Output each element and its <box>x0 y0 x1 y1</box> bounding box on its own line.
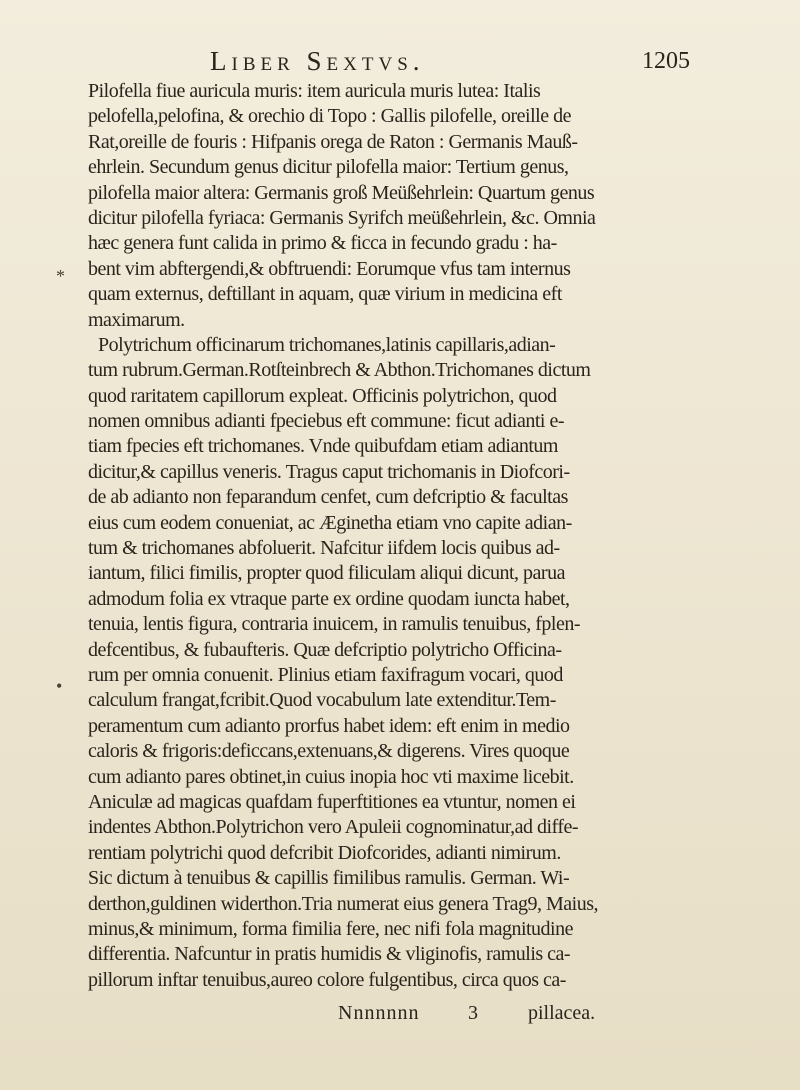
running-title: Liber Sextvs. <box>210 46 425 76</box>
page-footer <box>338 1002 638 1030</box>
signature-number: 3 <box>468 1002 478 1024</box>
text-line: quam externus, deftillant in aquam, quæ virium in medicina eft <box>88 283 562 306</box>
margin-mark: * <box>56 266 65 286</box>
text-line: defcentibus, & fubaufteris. Quæ defcriptio polytricho Officina- <box>88 638 562 661</box>
text-line: tiam fpecies eft trichomanes. Vnde quibufdam etiam adiantum <box>88 435 558 458</box>
margin-bullet: • <box>56 676 63 696</box>
text-line: dicitur,& capillus veneris. Tragus caput trichomanis in Diofcori- <box>88 460 570 483</box>
text-line: differentia. Nafcuntur in pratis humidis & vliginofis, ramulis ca- <box>88 943 571 966</box>
text-line: peramentum cum adianto prorfus habet idem: eft enim in medio <box>88 714 570 737</box>
catchword: pillacea. <box>528 1002 596 1024</box>
text-line: Rat,oreille de fouris : Hifpanis orega de Raton : Germanis Mauß- <box>88 130 578 153</box>
text-line: iantum, filici fimilis, propter quod filiculam aliqui dicunt, parua <box>88 562 565 585</box>
text-line: ehrlein. Secundum genus dicitur pilofella maior: Tertium genus, <box>88 156 569 179</box>
main-text <box>88 79 628 993</box>
text-line: tum & trichomanes abfoluerit. Nafcitur iifdem locis quibus ad- <box>88 537 560 560</box>
text-line: eius cum eodem conueniat, ac Æginetha etiam vno capite adian- <box>88 511 572 534</box>
text-line: tum rubrum.German.Rotſteinbrech & Abthon.Trichomanes dictum <box>88 359 591 382</box>
text-line: Aniculæ ad magicas quafdam fuperftitiones ea vtuntur, nomen ei <box>88 790 576 813</box>
text-line: dicitur pilofella fyriaca: Germanis Syrifch meüßehrlein, &c. Omnia <box>88 206 596 229</box>
text-line: pilofella maior altera: Germanis groß Meüßehrlein: Quartum genus <box>88 181 595 204</box>
text-line: hæc genera funt calida in primo & ficca in fecundo gradu : ha- <box>88 232 557 255</box>
text-line: cum adianto pares obtinet,in cuius inopia hoc vti maxime licebit. <box>88 765 574 788</box>
text-line: minus,& minimum, forma fimilia fere, nec nifi fola magnitudine <box>88 917 573 940</box>
page-number: 1205 <box>642 48 690 74</box>
text-line: maximarum. <box>88 308 185 331</box>
text-line: de ab adianto non feparandum cenfet, cum defcriptio & facultas <box>88 486 568 509</box>
text-line: pillorum inftar tenuibus,aureo colore fulgentibus, circa quos ca- <box>88 968 566 991</box>
text-line: quod raritatem capillorum expleat. Officinis polytrichon, quod <box>88 384 557 407</box>
text-line: calculum frangat,fcribit.Quod vocabulum late extenditur.Tem- <box>88 689 556 712</box>
text-line: derthon,guldinen widerthon.Tria numerat eius genera Trag9, Maius, <box>88 892 599 915</box>
text-line: pelofella,pelofina, & orechio di Topo : Gallis pilofelle, oreille de <box>88 105 571 128</box>
text-line: Pilofella fiue auricula muris: item auricula muris lutea: Italis <box>88 80 541 102</box>
text-line: Sic dictum à tenuibus & capillis fimilibus ramulis. German. Wi- <box>88 867 570 890</box>
text-line: tenuia, lentis figura, contraria inuicem, in ramulis tenuibus, fplen- <box>88 613 581 636</box>
text-line: bent vim abftergendi,& obftruendi: Eorumque vfus tam internus <box>88 257 571 280</box>
text-line: indentes Abthon.Polytrichon vero Apuleii cognominatur,ad diffe- <box>88 816 579 839</box>
text-line: rum per omnia conuenit. Plinius etiam faxifragum vocari, quod <box>88 663 563 686</box>
text-line: rentiam polytrichi quod defcribit Diofcorides, adianti nimirum. <box>88 841 561 864</box>
text-line: caloris & frigoris:deficcans,extenuans,& digerens. Vires quoque <box>88 740 570 763</box>
text-line: admodum folia ex vtraque parte ex ordine quodam iuncta habet, <box>88 587 570 610</box>
text-line: Polytrichum officinarum trichomanes,latinis capillaris,adian- <box>98 333 556 356</box>
signature-mark: Nnnnnnn <box>338 1002 420 1024</box>
text-line: nomen omnibus adianti fpeciebus eft commune: ficut adianti e- <box>88 410 565 433</box>
